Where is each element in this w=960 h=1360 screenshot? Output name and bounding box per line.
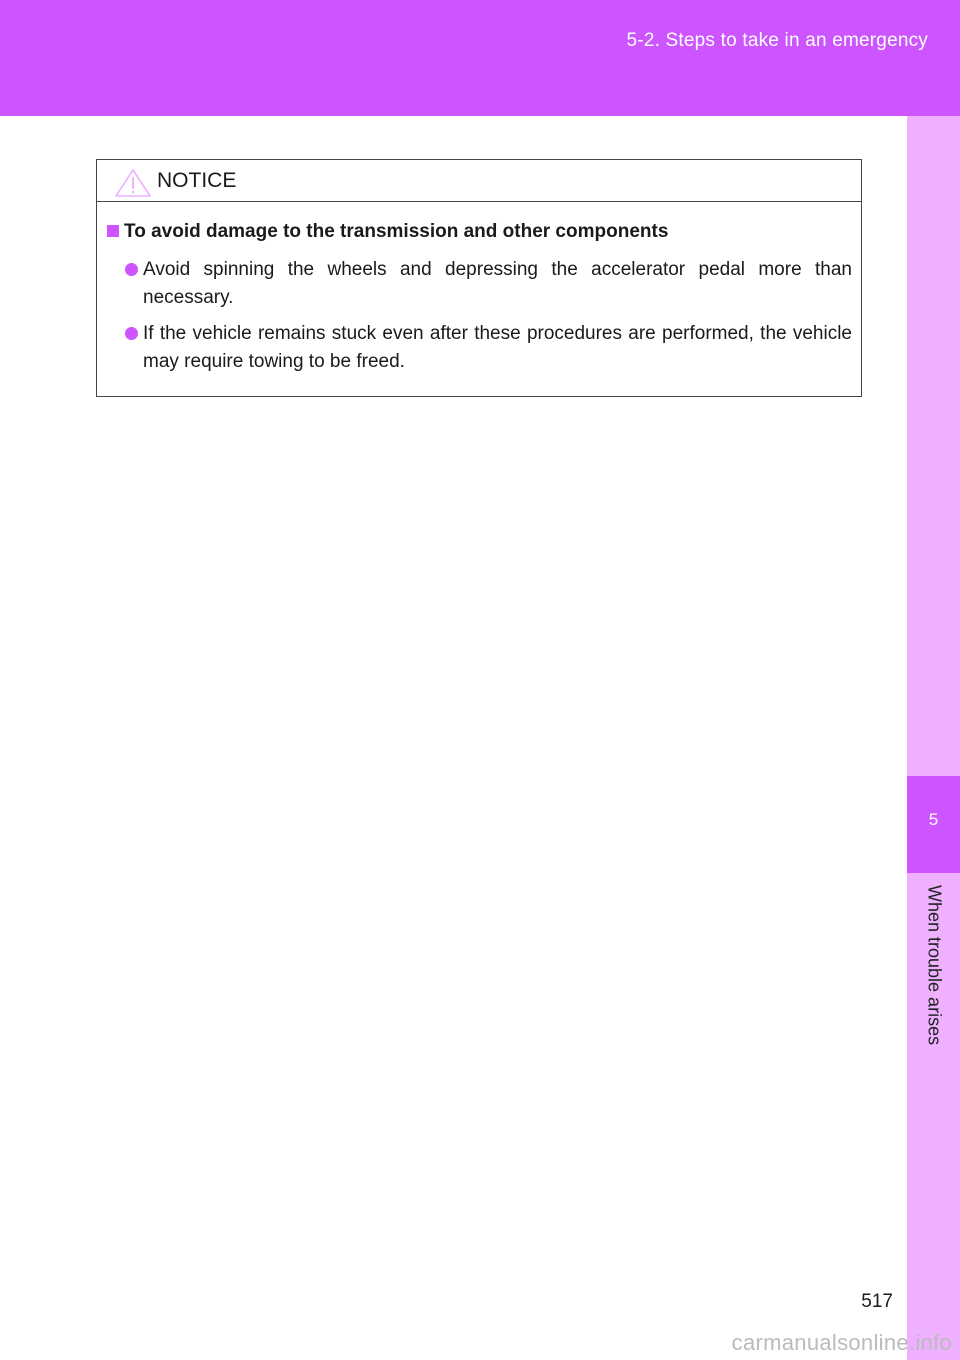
notice-heading (106, 220, 852, 244)
notice-item-text: If the vehicle remains stuck even after these procedures are performed, the vehicle may require towing to be freed. (143, 323, 852, 372)
notice-body (97, 202, 861, 376)
page-number: 517 (861, 1291, 893, 1312)
notice-heading-text: To avoid damage to the transmission and other components (124, 221, 669, 242)
chapter-label: When trouble arises (924, 885, 945, 1046)
dot-bullet-icon (125, 263, 138, 276)
square-bullet-icon (107, 225, 119, 237)
warning-triangle-icon (114, 168, 152, 198)
header-bar (0, 0, 960, 116)
notice-box (96, 159, 862, 397)
watermark: carmanualsonline.info (731, 1330, 952, 1355)
notice-header (97, 160, 861, 202)
side-tab (907, 116, 960, 1360)
notice-item-text: Avoid spinning the wheels and depressing the accelerator pedal more than necessary. (143, 259, 852, 308)
notice-title: NOTICE (157, 169, 237, 192)
dot-bullet-icon (125, 327, 138, 340)
section-title: 5-2. Steps to take in an emergency (626, 30, 928, 51)
chapter-number: 5 (928, 810, 939, 829)
notice-item (106, 256, 852, 312)
notice-item (106, 320, 852, 376)
